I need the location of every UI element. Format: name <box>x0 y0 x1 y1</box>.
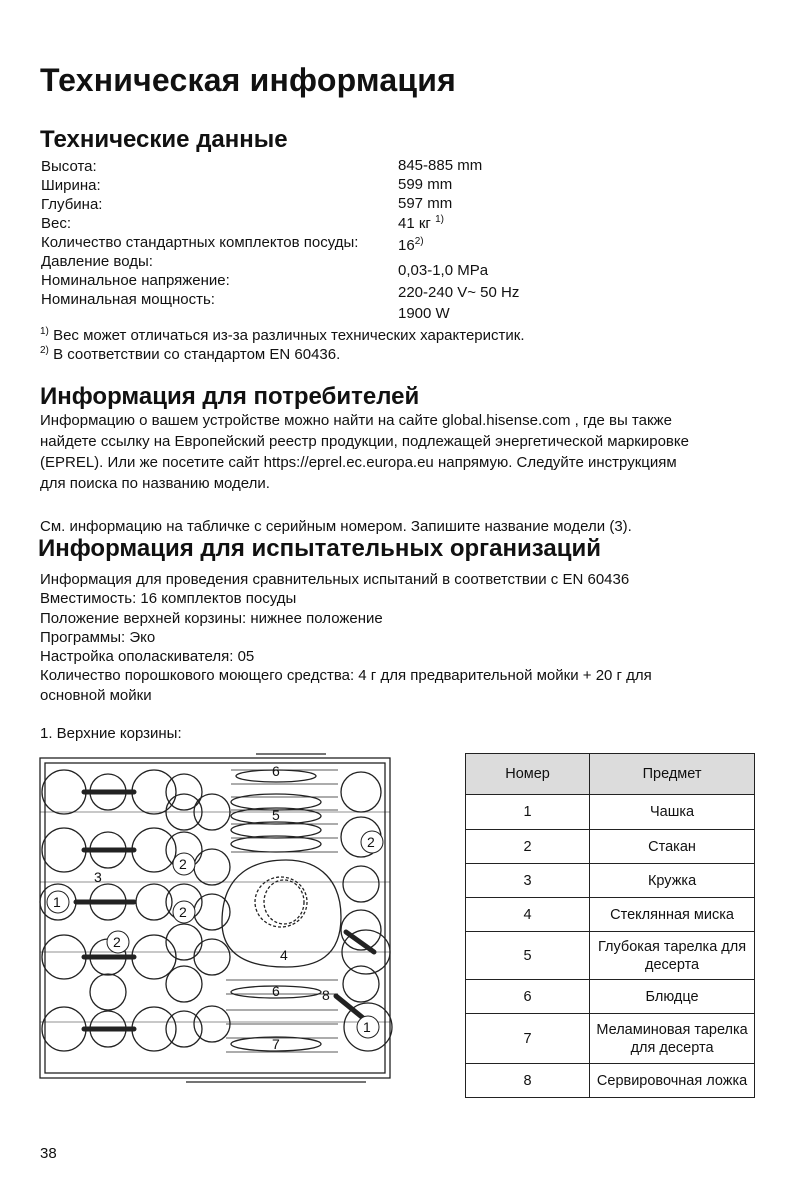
glass-bowl-inner <box>264 880 304 924</box>
row-number: 6 <box>466 980 590 1014</box>
spec-value-place-settings <box>398 237 424 254</box>
testing-line: Информация для проведения сравнительных испытаний в соответствии с EN 60436 <box>40 571 630 588</box>
row-item: Чашка <box>590 795 755 830</box>
label-glass: 2 <box>179 904 187 920</box>
consumer-text <box>40 410 740 537</box>
testing-line: Настройка ополаскивателя: 05 <box>40 648 255 666</box>
cup <box>42 935 86 979</box>
spec-label-power: Номинальная мощность: <box>41 291 215 308</box>
table-row <box>466 1014 755 1064</box>
testing-line: Положение верхней корзины: нижнее положение <box>40 609 383 627</box>
footnote-1-mark: 1) <box>40 326 49 337</box>
row-number: 4 <box>466 898 590 932</box>
cup <box>42 828 86 872</box>
header-number: Номер <box>466 754 590 795</box>
row-number: 2 <box>466 830 590 864</box>
spec-value-width: 599 mm <box>398 176 453 193</box>
items-table <box>465 753 755 1098</box>
glass-bowl-inner <box>255 877 307 927</box>
row-item: Глубокая тарелка для десерта <box>590 932 755 980</box>
label-dessert-plate: 5 <box>272 807 280 823</box>
table-row <box>466 898 755 932</box>
label-glass: 2 <box>367 834 375 850</box>
row-number: 8 <box>466 1064 590 1098</box>
page-number: 38 <box>40 1145 57 1162</box>
footnote-2-mark: 2) <box>40 345 49 356</box>
consumer-line: найдете ссылку на Европейский реестр продукции, подлежащей энергетической маркировке <box>40 433 689 450</box>
row-number: 7 <box>466 1014 590 1064</box>
consumer-heading: Информация для потребителей <box>40 383 420 410</box>
glasses <box>90 772 381 1047</box>
row-item: Стеклянная миска <box>590 898 755 932</box>
spec-value-depth: 597 mm <box>398 195 453 212</box>
place-settings-footnote-mark: 2) <box>414 236 424 247</box>
header-item: Предмет <box>590 754 755 795</box>
table-row <box>466 980 755 1014</box>
row-item: Стакан <box>590 830 755 864</box>
label-saucer: 6 <box>272 983 280 999</box>
spec-value-height: 845-885 mm <box>398 157 483 174</box>
spec-label-weight: Вес: <box>41 215 72 232</box>
spec-label-voltage: Номинальное напряжение: <box>41 272 230 289</box>
row-item: Блюдце <box>590 980 755 1014</box>
table-row <box>466 864 755 898</box>
row-item: Кружка <box>590 864 755 898</box>
footnote-2-text: В соответствии со стандартом EN 60436. <box>53 346 341 363</box>
row-number: 3 <box>466 864 590 898</box>
upper-basket-diagram <box>36 752 406 1087</box>
cup <box>42 1007 86 1051</box>
label-glass: 2 <box>113 934 121 950</box>
label-saucer: 6 <box>272 763 280 779</box>
cup <box>132 770 176 814</box>
testing-text <box>40 570 740 705</box>
cup <box>132 828 176 872</box>
testing-heading: Информация для испытательных организаций <box>38 535 601 562</box>
consumer-line: Информацию о вашем устройстве можно найти на сайте global.hisense.com , где вы также <box>40 412 672 429</box>
label-serving-spoon: 8 <box>322 987 330 1003</box>
place-settings-value: 16 <box>398 237 415 254</box>
label-cup: 1 <box>53 894 61 910</box>
row-item: Сервировочная ложка <box>590 1064 755 1098</box>
spec-label-width: Ширина: <box>41 177 101 194</box>
footnote-2 <box>40 346 340 363</box>
table-row <box>466 795 755 830</box>
footnote-1-text: Вес может отличаться из-за различных технических характеристик. <box>53 327 525 344</box>
spec-value-voltage: 220-240 V~ 50 Hz <box>398 284 520 301</box>
cup <box>132 1007 176 1051</box>
spec-label-depth: Глубина: <box>41 196 103 213</box>
consumer-line: (EPREL). Или же посетите сайт https://eprel.ec.europa.eu напрямую. Следуйте инструкциям <box>40 454 677 471</box>
label-melamine-plate: 7 <box>272 1036 280 1052</box>
spec-value-weight <box>398 215 444 232</box>
weight-value: 41 кг <box>398 215 431 232</box>
spec-label-place-settings: Количество стандартных комплектов посуды: <box>41 234 359 251</box>
cup <box>42 770 86 814</box>
label-cup: 1 <box>363 1019 371 1035</box>
spec-label-water-pressure: Давление воды: <box>41 253 153 270</box>
footnote-1 <box>40 327 525 344</box>
weight-footnote-mark: 1) <box>435 214 444 225</box>
spec-label-height: Высота: <box>41 158 97 175</box>
tech-heading: Технические данные <box>40 126 288 153</box>
testing-line: Программы: Эко <box>40 628 156 646</box>
label-glass-bowl: 4 <box>280 947 288 963</box>
row-item: Меламиновая тарелка для десерта <box>590 1014 755 1064</box>
row-number: 5 <box>466 932 590 980</box>
label-glass: 2 <box>179 856 187 872</box>
consumer-line: См. информацию на табличке с серийным номером. Запишите название модели (3). <box>40 518 632 535</box>
table-header-row <box>466 754 755 795</box>
page-title: Техническая информация <box>40 62 456 98</box>
testing-line: Количество порошкового моющего средства: 4 г для предварительной мойки + 20 г для <box>40 667 652 685</box>
spec-labels <box>41 157 391 309</box>
testing-line: Вместимость: 16 комплектов посуды <box>40 590 297 608</box>
table-row <box>466 830 755 864</box>
spec-value-power: 1900 W <box>398 305 450 322</box>
consumer-line: для поиска по названию модели. <box>40 475 270 492</box>
table-row <box>466 1064 755 1098</box>
basket-caption: 1. Верхние корзины: <box>40 725 182 742</box>
row-number: 1 <box>466 795 590 830</box>
label-mug: 3 <box>94 869 102 885</box>
testing-line: основной мойки <box>40 686 152 704</box>
table-row <box>466 932 755 980</box>
spec-value-water-pressure: 0,03-1,0 MPa <box>398 262 489 279</box>
